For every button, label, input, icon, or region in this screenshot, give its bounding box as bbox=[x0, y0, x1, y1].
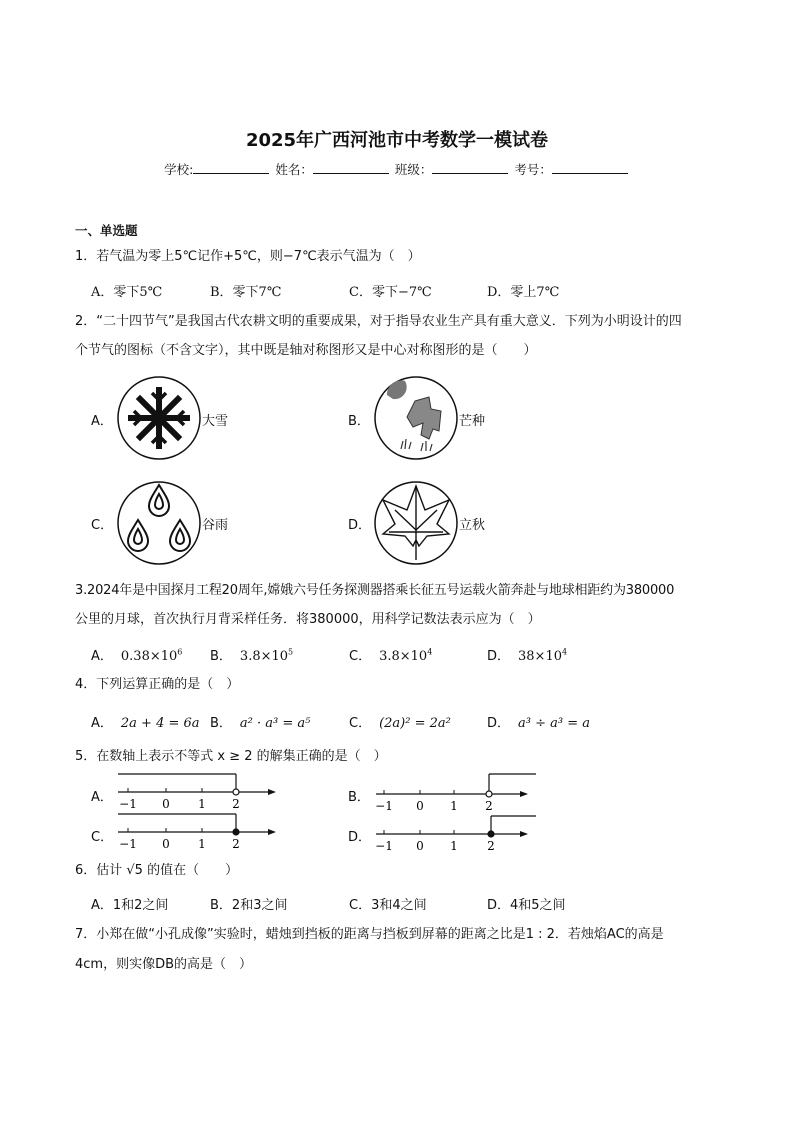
question-5-text: 5．在数轴上表示不等式 x ≥ 2 的解集正确的是（ ） bbox=[75, 749, 387, 764]
question-6-option-b: B．2和3之间 bbox=[210, 898, 288, 913]
question-1-option-b: B．零下7℃ bbox=[210, 285, 282, 300]
question-6-text: 6．估计 √5 的值在（ ） bbox=[75, 863, 239, 878]
question-1-option-c: C．零下−7℃ bbox=[349, 285, 432, 300]
name-label: 姓名： bbox=[275, 162, 313, 177]
number-line-c bbox=[114, 812, 284, 852]
tick-label: 0 bbox=[162, 797, 170, 811]
tick-label: 1 bbox=[198, 837, 206, 851]
number-line-b bbox=[372, 772, 542, 812]
question-2-option-b-letter: B． bbox=[348, 414, 370, 429]
school-label: 学校: bbox=[164, 162, 194, 177]
section-title: 一、单选题 bbox=[75, 223, 138, 238]
question-2-option-c-name: 谷雨 bbox=[202, 518, 229, 533]
name-blank[interactable] bbox=[313, 162, 389, 174]
question-7-line-1: 7．小郑在做“小孔成像”实验时，蜡烛到挡板的距离与挡板到屏幕的距离之比是1 : 2．若烛焰AC的高是 bbox=[75, 927, 664, 942]
tick-label: 0 bbox=[416, 839, 424, 853]
tick-label: −1 bbox=[119, 797, 137, 811]
question-3-line-2: 公里的月球，首次执行月背采样任务．将380000，用科学记数法表示应为（ ） bbox=[75, 612, 541, 627]
class-label: 班级： bbox=[394, 162, 433, 177]
question-3-option-a: A． $0.38\times 10^6$ bbox=[91, 647, 183, 664]
number-line-a bbox=[114, 772, 284, 812]
snowflake-icon bbox=[116, 375, 202, 461]
question-3-option-c: C． $3.8\times 10^4$ bbox=[349, 647, 433, 664]
question-4-option-a: A． 2a + 4 = 6a bbox=[91, 716, 200, 731]
tick-label: 2 bbox=[485, 799, 493, 813]
tick-label: 1 bbox=[198, 797, 206, 811]
question-3-line-1: 3.2024年是中国探月工程20周年,嫦娥六号任务探测器搭乘长征五号运载火箭奔赴与地球相距约为380000 bbox=[75, 583, 675, 598]
question-5-option-b-letter: B． bbox=[348, 790, 370, 805]
question-3-option-b: B． $3.8\times 10^5$ bbox=[210, 647, 294, 664]
question-2-line-2: 个节气的图标（不含文字），其中既是轴对称图形又是中心对称图形的是（ ） bbox=[75, 343, 537, 358]
question-2-option-d-name: 立秋 bbox=[459, 518, 486, 533]
question-2-option-d-letter: D． bbox=[348, 518, 372, 533]
question-6-option-a: A．1和2之间 bbox=[91, 898, 169, 913]
tick-label: 0 bbox=[416, 799, 424, 813]
question-5-option-d-letter: D． bbox=[348, 830, 372, 845]
question-5-option-a-letter: A． bbox=[91, 790, 113, 805]
question-3-option-d: D． $38\times 10^4$ bbox=[487, 647, 568, 664]
number-line-d bbox=[372, 812, 542, 852]
tick-label: −1 bbox=[375, 799, 393, 813]
question-4-option-d: D． a³ ÷ a³ = a bbox=[487, 716, 591, 731]
tick-label: 2 bbox=[232, 797, 240, 811]
question-1-option-a: A．零下5℃ bbox=[91, 285, 163, 300]
mangzhong-icon bbox=[373, 375, 459, 461]
question-2-option-a-name: 大雪 bbox=[202, 414, 229, 429]
question-2-option-a-letter: A． bbox=[91, 414, 113, 429]
question-2-line-1: 2．“二十四节气”是我国古代农耕文明的重要成果，对于指导农业生产具有重大意义．下列为小明设计的四 bbox=[75, 314, 682, 329]
tick-label: −1 bbox=[119, 837, 137, 851]
number-label: 考号： bbox=[514, 162, 552, 177]
question-7-line-2: 4cm，则实像DB的高是（ ） bbox=[75, 957, 253, 972]
tick-label: 2 bbox=[232, 837, 240, 851]
tick-label: 1 bbox=[450, 839, 458, 853]
tick-label: −1 bbox=[375, 839, 393, 853]
question-2-option-b-name: 芒种 bbox=[459, 414, 486, 429]
question-1-option-d: D．零上7℃ bbox=[487, 285, 560, 300]
school-blank[interactable] bbox=[193, 162, 269, 174]
tick-label: 2 bbox=[487, 839, 495, 853]
raindrops-icon bbox=[116, 480, 202, 566]
question-5-option-c-letter: C． bbox=[91, 830, 114, 845]
tick-label: 1 bbox=[450, 799, 458, 813]
leaf-icon bbox=[373, 480, 459, 566]
class-blank[interactable] bbox=[432, 162, 508, 174]
question-6-option-c: C．3和4之间 bbox=[349, 898, 427, 913]
question-1-text: 1．若气温为零上5℃记作+5℃，则−7℃表示气温为（ ） bbox=[75, 249, 421, 264]
question-6-option-d: D．4和5之间 bbox=[487, 898, 566, 913]
question-4-option-b: B． a² · a³ = a⁵ bbox=[210, 716, 311, 731]
exam-title: 2025年广西河池市中考数学一模试卷 bbox=[245, 130, 549, 151]
question-4-text: 4．下列运算正确的是（ ） bbox=[75, 677, 240, 692]
question-4-option-c: C． (2a)² = 2a² bbox=[349, 716, 451, 731]
tick-label: 0 bbox=[162, 837, 170, 851]
number-blank[interactable] bbox=[552, 162, 628, 174]
student-info-line bbox=[0, 160, 794, 178]
question-2-option-c-letter: C． bbox=[91, 518, 114, 533]
